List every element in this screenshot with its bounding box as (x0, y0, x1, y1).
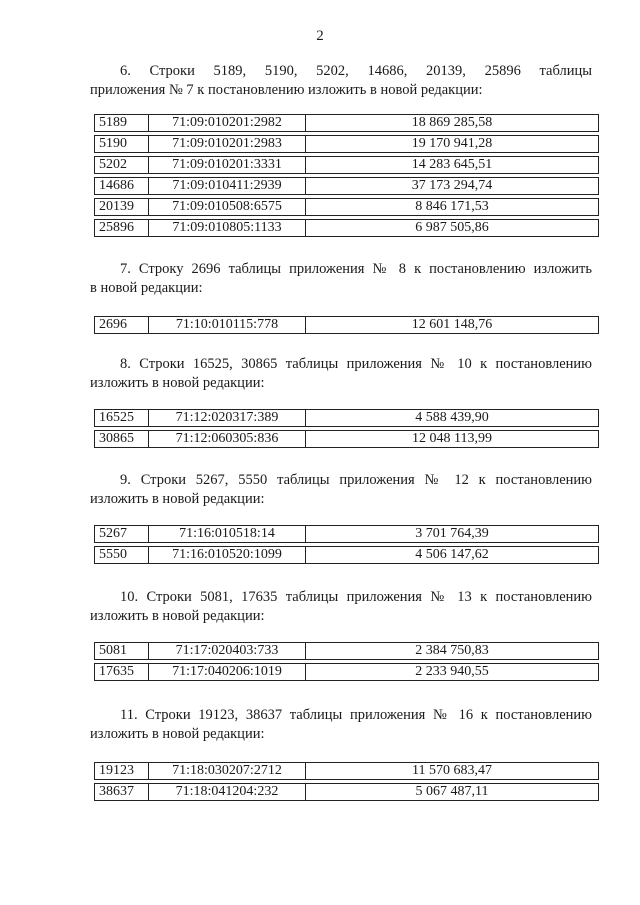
paragraph-line: 6. Строки 5189, 5190, 5202, 14686, 20139, 25896 таблицы (120, 63, 592, 79)
cadastral-number-cell: 71:17:040206:1019 (149, 663, 306, 681)
cadastral-number-cell: 71:09:010508:6575 (149, 198, 306, 216)
paragraph-item-9 (90, 471, 592, 509)
table-item-7 (94, 313, 599, 337)
paragraph-item-8 (90, 355, 592, 393)
cadastral-value-cell: 12 048 113,99 (306, 430, 599, 448)
table-row (94, 783, 599, 801)
row-number-cell: 38637 (94, 783, 149, 801)
table-item-11 (94, 759, 599, 804)
cadastral-value-cell: 18 869 285,58 (306, 114, 599, 132)
cadastral-value-cell: 12 601 148,76 (306, 316, 599, 334)
row-number-cell: 5550 (94, 546, 149, 564)
table-item-8 (94, 406, 599, 451)
cadastral-value-cell: 2 233 940,55 (306, 663, 599, 681)
row-number-cell: 17635 (94, 663, 149, 681)
row-number-cell: 5267 (94, 525, 149, 543)
paragraph-line: 8. Строки 16525, 30865 таблицы приложения № 10 к постановлению (120, 356, 592, 372)
paragraph-line: приложения № 7 к постановлению изложить в новой редакции: (90, 82, 483, 98)
cadastral-number-cell: 71:12:060305:836 (149, 430, 306, 448)
table-row (94, 156, 599, 174)
cadastral-value-cell: 14 283 645,51 (306, 156, 599, 174)
row-number-cell: 2696 (94, 316, 149, 334)
paragraph-line: изложить в новой редакции: (90, 491, 265, 507)
paragraph-item-7 (90, 260, 592, 298)
table-item-10 (94, 639, 599, 684)
paragraph-line: в новой редакции: (90, 280, 203, 296)
page-number: 2 (316, 28, 324, 44)
cadastral-value-cell: 2 384 750,83 (306, 642, 599, 660)
table-row (94, 409, 599, 427)
cadastral-value-cell: 4 506 147,62 (306, 546, 599, 564)
paragraph-item-11 (90, 706, 592, 744)
cadastral-value-cell: 8 846 171,53 (306, 198, 599, 216)
cadastral-value-cell: 19 170 941,28 (306, 135, 599, 153)
row-number-cell: 19123 (94, 762, 149, 780)
cadastral-value-cell: 6 987 505,86 (306, 219, 599, 237)
paragraph-line: 7. Строку 2696 таблицы приложения № 8 к постановлению изложить (120, 261, 592, 277)
cadastral-number-cell: 71:18:030207:2712 (149, 762, 306, 780)
row-number-cell: 20139 (94, 198, 149, 216)
paragraph-line: изложить в новой редакции: (90, 375, 265, 391)
cadastral-number-cell: 71:16:010520:1099 (149, 546, 306, 564)
row-number-cell: 5081 (94, 642, 149, 660)
table-row (94, 546, 599, 564)
paragraph-item-6 (90, 62, 592, 100)
table-row (94, 430, 599, 448)
cadastral-number-cell: 71:09:010411:2939 (149, 177, 306, 195)
cadastral-number-cell: 71:09:010805:1133 (149, 219, 306, 237)
table-row (94, 114, 599, 132)
cadastral-number-cell: 71:09:010201:2982 (149, 114, 306, 132)
cadastral-number-cell: 71:12:020317:389 (149, 409, 306, 427)
paragraph-item-10 (90, 588, 592, 626)
cadastral-number-cell: 71:10:010115:778 (149, 316, 306, 334)
table-row (94, 219, 599, 237)
row-number-cell: 5190 (94, 135, 149, 153)
cadastral-value-cell: 3 701 764,39 (306, 525, 599, 543)
row-number-cell: 16525 (94, 409, 149, 427)
row-number-cell: 30865 (94, 430, 149, 448)
table-row (94, 762, 599, 780)
row-number-cell: 25896 (94, 219, 149, 237)
cadastral-number-cell: 71:17:020403:733 (149, 642, 306, 660)
table-row (94, 663, 599, 681)
table-row (94, 198, 599, 216)
table-row (94, 642, 599, 660)
paragraph-line: 9. Строки 5267, 5550 таблицы приложения № 12 к постановлению (120, 472, 592, 488)
row-number-cell: 5202 (94, 156, 149, 174)
paragraph-line: изложить в новой редакции: (90, 726, 265, 742)
table-row (94, 316, 599, 334)
table-item-9 (94, 522, 599, 567)
paragraph-line: 10. Строки 5081, 17635 таблицы приложения № 13 к постановлению (120, 589, 592, 605)
table-row (94, 177, 599, 195)
row-number-cell: 5189 (94, 114, 149, 132)
cadastral-number-cell: 71:16:010518:14 (149, 525, 306, 543)
row-number-cell: 14686 (94, 177, 149, 195)
cadastral-value-cell: 4 588 439,90 (306, 409, 599, 427)
table-row (94, 135, 599, 153)
cadastral-value-cell: 37 173 294,74 (306, 177, 599, 195)
paragraph-line: 11. Строки 19123, 38637 таблицы приложения № 16 к постановлению (120, 707, 592, 723)
table-row (94, 525, 599, 543)
cadastral-value-cell: 5 067 487,11 (306, 783, 599, 801)
cadastral-number-cell: 71:09:010201:3331 (149, 156, 306, 174)
paragraph-line: изложить в новой редакции: (90, 608, 265, 624)
table-item-6 (94, 111, 599, 240)
cadastral-number-cell: 71:18:041204:232 (149, 783, 306, 801)
cadastral-number-cell: 71:09:010201:2983 (149, 135, 306, 153)
cadastral-value-cell: 11 570 683,47 (306, 762, 599, 780)
